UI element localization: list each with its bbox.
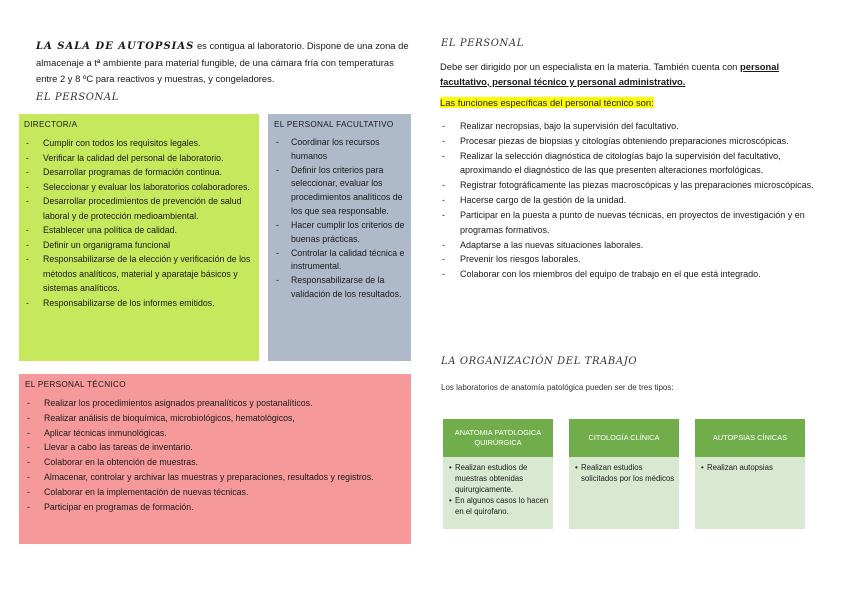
functions-list-wrap xyxy=(440,119,820,282)
director-box xyxy=(19,114,259,361)
type-card-list xyxy=(443,457,553,517)
list-item: - Adaptarse a las nuevas situaciones laborales. xyxy=(440,238,820,253)
list-item: - Colaborar con los miembros del equipo de trabajo en el que está integrado. xyxy=(440,267,820,282)
list-item: - Realizar análisis de bioquímica, microbiológicos, hematológicos, xyxy=(25,411,405,426)
list-item: - Hacerse cargo de la gestión de la unidad. xyxy=(440,193,820,208)
list-item: - Realizar la selección diagnóstica de citologías bajo la supervisión del facultativo, aproximando el diagnóstico de las que presenten alteraciones morfológicas. xyxy=(440,149,820,178)
org-heading: LA ORGANIZACIÓN DEL TRABAJO xyxy=(441,356,638,367)
right-heading: EL PERSONAL xyxy=(441,38,524,49)
list-item: - Establecer una política de calidad. xyxy=(24,223,253,237)
list-item: - Verificar la calidad del personal de laboratorio. xyxy=(24,151,253,165)
intro-text: es contigua al laboratorio. Dispone de una zona de almacenaje a tª ambiente para material fungible, de una cámara fría con temperaturas entre 2 y 8 ºC para reactivos y muestras, y congeladores. xyxy=(36,40,409,84)
director-title: DIRECTOR/A xyxy=(24,120,78,129)
type-card-quirurgica xyxy=(443,419,553,529)
list-item: • Realizan estudios de muestras obtenidas quirurgicamente. xyxy=(449,462,549,495)
list-item: - Definir un organigrama funcional xyxy=(24,238,253,252)
list-item: - Realizar los procedimientos asignados preanalíticos y postanalíticos. xyxy=(25,396,405,411)
list-item: - Participar en la puesta a punto de nuevas técnicas, en proyectos de investigación y en programas formativos. xyxy=(440,208,820,237)
facultativo-list xyxy=(274,136,405,302)
tecnico-list xyxy=(25,396,405,514)
list-item: - Desarrollar programas de formación continua. xyxy=(24,165,253,179)
list-item: - Responsabilizarse de la elección y verificación de los métodos analíticos, material y aparataje básicos y sistemas analíticos. xyxy=(24,252,253,295)
list-item: - Definir los criterios para seleccionar, evaluar los procedimientos analíticos de los que sea responsable. xyxy=(274,164,405,219)
type-card-list xyxy=(695,457,805,473)
type-card-list xyxy=(569,457,679,484)
list-item: - Llevar a cabo las tareas de inventario. xyxy=(25,440,405,455)
list-item: - Cumplir con todos los requisitos legales. xyxy=(24,136,253,150)
list-item: - Controlar la calidad técnica e instrumental. xyxy=(274,247,405,274)
list-item: - Responsabilizarse de los informes emitidos. xyxy=(24,296,253,310)
list-item: - Hacer cumplir los criterios de buenas prácticas. xyxy=(274,219,405,246)
list-item: - Responsabilizarse de la validación de los resultados. xyxy=(274,274,405,301)
functions-title-wrap xyxy=(440,97,654,108)
list-item: - Participar en programas de formación. xyxy=(25,500,405,515)
list-item: - Almacenar, controlar y archivar las muestras y preparaciones, resultados y registros. xyxy=(25,470,405,485)
type-card-title: AUTOPSIAS CÍNICAS xyxy=(695,419,805,457)
intro-lead: LA SALA DE AUTOPSIAS xyxy=(36,41,195,52)
list-item: - Coordinar los recursos humanos xyxy=(274,136,405,163)
type-card-title: CITOLOGÍA CLÍNICA xyxy=(569,419,679,457)
type-card-citologia xyxy=(569,419,679,529)
right-intro-bold: personal facultativo, personal técnico y personal administrativo. xyxy=(440,61,780,87)
list-item: - Colaborar en la implementación de nuevas técnicas. xyxy=(25,485,405,500)
functions-list xyxy=(440,119,820,282)
right-intro-text: Debe ser dirigido por un especialista en la materia. También cuenta con xyxy=(440,61,740,72)
tecnico-box xyxy=(19,374,411,544)
list-item: - Registrar fotográficamente las piezas macroscópicas y las preparaciones microscópicas. xyxy=(440,178,820,193)
list-item: - Seleccionar y evaluar los laboratorios colaboradores. xyxy=(24,180,253,194)
types-text: Los laboratorios de anatomía patológica pueden ser de tres tipos: xyxy=(441,383,674,392)
list-item: - Colaborar en la obtención de muestras. xyxy=(25,455,405,470)
left-heading: EL PERSONAL xyxy=(36,92,119,103)
list-item: - Realizar necropsias, bajo la supervisión del facultativo. xyxy=(440,119,820,134)
list-item: • Realizan estudios solicitados por los médicos xyxy=(575,462,675,484)
list-item: - Aplicar técnicas inmunológicas. xyxy=(25,426,405,441)
list-item: - Desarrollar procedimientos de prevención de salud laboral y de protección medioambiental. xyxy=(24,194,253,223)
director-list xyxy=(24,136,253,310)
functions-title: Las funciones específicas del personal técnico son: xyxy=(440,97,654,108)
tecnico-title: EL PERSONAL TÉCNICO xyxy=(25,380,126,389)
right-intro xyxy=(440,60,816,89)
list-item: - Procesar piezas de biopsias y citologías obteniendo preparaciones microscópicas. xyxy=(440,134,820,149)
facultativo-title: EL PERSONAL FACULTATIVO xyxy=(274,120,394,129)
intro-paragraph xyxy=(36,38,412,87)
list-item: - Prevenir los riesgos laborales. xyxy=(440,252,820,267)
type-card-title: ANATOMIA PATOLOGICA QUIRÚRGICA xyxy=(443,419,553,457)
list-item: • Realizan autopsias xyxy=(701,462,801,473)
type-card-autopsias xyxy=(695,419,805,529)
facultativo-box xyxy=(268,114,411,361)
list-item: • En algunos casos lo hacen en el quirofano. xyxy=(449,495,549,517)
